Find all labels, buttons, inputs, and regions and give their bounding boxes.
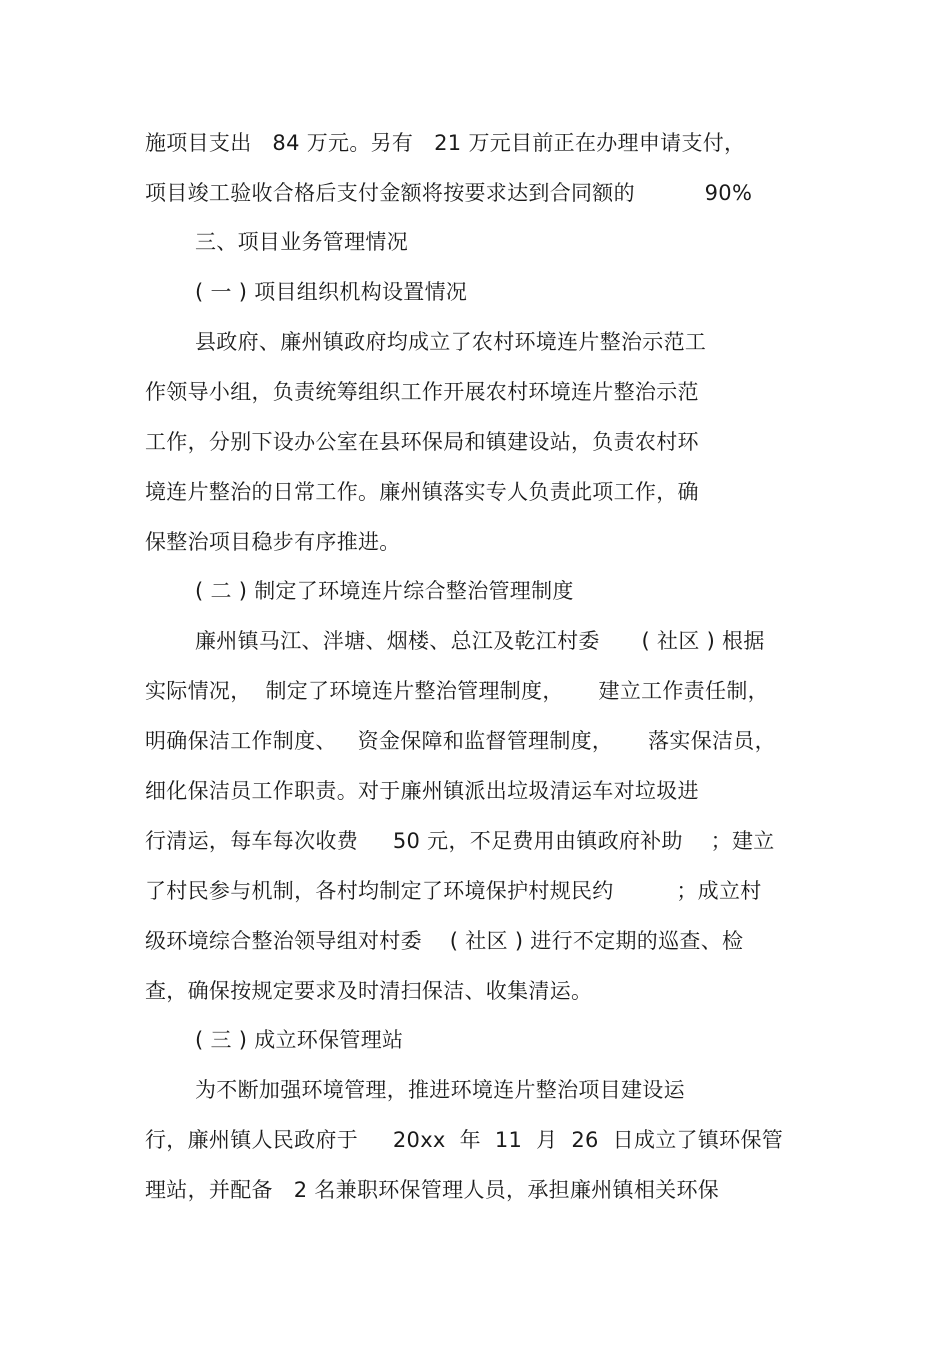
paragraph-line: 作领导小组，负责统筹组织工作开展农村环境连片整治示范 xyxy=(145,380,699,404)
paragraph-line: 项目竣工验收合格后支付金额将按要求达到合同额的 90% xyxy=(145,181,753,205)
paragraph-line: 廉州镇马江、泮塘、烟楼、总江及乾江村委 ( 社区 ) 根据 xyxy=(195,629,765,653)
paragraph-line: 理站，并配备 2 名兼职环保管理人员，承担廉州镇相关环保 xyxy=(145,1178,720,1202)
paragraph-line: 行，廉州镇人民政府于 20xx 年 11 月 26 日成立了镇环保管 xyxy=(145,1128,784,1152)
section-heading: 三、项目业务管理情况 xyxy=(195,230,408,254)
paragraph-line: 施项目支出 84 万元。另有 21 万元目前正在办理申请支付， xyxy=(145,131,746,155)
paragraph-line: 了村民参与机制，各村均制定了环境保护村规民约 ；成立村 xyxy=(145,879,762,903)
paragraph-line: 工作，分别下设办公室在县环保局和镇建设站，负责农村环 xyxy=(145,430,699,454)
paragraph-line: 为不断加强环境管理，推进环境连片整治项目建设运 xyxy=(195,1078,685,1102)
paragraph-line: 级环境综合整治领导组对村委 ( 社区 ) 进行不定期的巡查、检 xyxy=(145,929,744,953)
paragraph-line: 境连片整治的日常工作。廉州镇落实专人负责此项工作，确 xyxy=(145,480,699,504)
paragraph-line: 查，确保按规定要求及时清扫保洁、收集清运。 xyxy=(145,979,593,1003)
paragraph-line: 保整治项目稳步有序推进。 xyxy=(145,530,401,554)
subsection-heading: ( 二 ) 制定了环境连片综合整治管理制度 xyxy=(195,579,574,603)
paragraph-line: 县政府、廉州镇政府均成立了农村环境连片整治示范工 xyxy=(195,330,707,354)
subsection-heading: ( 一 ) 项目组织机构设置情况 xyxy=(195,280,468,304)
paragraph-line: 细化保洁员工作职责。对于廉州镇派出垃圾清运车对垃圾进 xyxy=(145,779,699,803)
subsection-heading: ( 三 ) 成立环保管理站 xyxy=(195,1028,404,1052)
paragraph-line: 行清运，每车每次收费 50 元，不足费用由镇政府补助 ；建立 xyxy=(145,829,775,853)
paragraph-line: 明确保洁工作制度、 资金保障和监督管理制度， 落实保洁员， xyxy=(145,729,776,753)
paragraph-line: 实际情况， 制定了环境连片整治管理制度， 建立工作责任制， xyxy=(145,679,769,703)
